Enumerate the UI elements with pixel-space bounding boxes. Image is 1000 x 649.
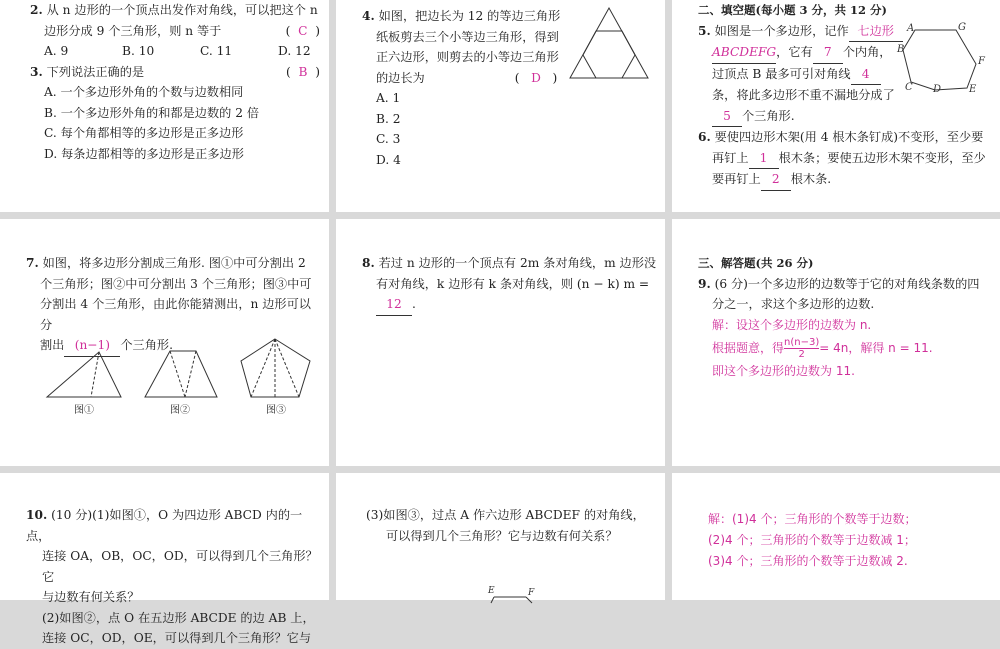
answer-line: (2)4 个；三角形的个数等于边数减 1； [708,533,916,547]
vertex-label: F [528,588,535,598]
vertex-label: B [897,44,905,55]
vertex-label: G [958,22,966,33]
caption-fig3: 图③ [266,405,286,416]
heptagon-figure [897,18,992,98]
card-q5-q6 [672,0,1000,212]
answer-line: 解：(1)4 个；三角形的个数等于边数； [708,512,917,526]
q4-number: 4. [362,9,375,23]
q5-text: 个内角， [842,45,892,59]
q4-answer-paren: ( D ) [514,70,558,85]
q10-line: 连接 OA，OB，OC，OD，可以得到几个三角形？它 [42,549,318,584]
vertex-label: A [907,23,915,34]
q10-part3-line: (3)如图③，过点 A 作六边形 ABCDEF 的对角线， [366,508,645,522]
card-q8: 8. 若过 n 边形的一个顶点有 2m 条对角线，m 边形没 有对角线，k 边形有 k 条对角线，则 (n − k) m = 12 . [336,219,665,466]
q2-options [30,41,320,62]
card-q4 [336,0,665,212]
card-q9 [672,219,1000,466]
q5-answer-diagonals: 4 [851,64,881,86]
q6-number: 6. [698,130,711,144]
option: A. 1 [376,91,401,105]
q2-answer-paren: ( C ) [285,23,320,38]
q5-text: ，它有 [776,45,813,59]
option: D. 12 [278,44,311,58]
q2-line1: 从 n 边形的一个顶点出发作对角线，可以把这个 n [46,3,318,17]
q9-solution-2: 根据题意，得 [712,341,785,355]
section-title: 二、填空题(每小题 3 分，共 12 分) [698,3,887,17]
q9-solution-2b: = 4n，解得 n = 11. [819,341,933,355]
q10-line: (2)如图②，点 O 在五边形 ABCDE 的边 AB 上， [42,610,315,625]
option: B. 2 [376,111,401,126]
caption-fig2: 图② [170,405,190,416]
q3-option-c: C. 每个角都相等的多边形是正多边形 [44,126,244,140]
q10-line: (10 分)(1)如图①，O 为四边形 ABCD 内的一点， [26,508,303,543]
vertex-label: E [969,84,977,95]
vertex-label: C [905,82,913,93]
option: D. 4 [376,152,401,167]
q9-solution-3: 即这个多边形的边数为 11. [712,364,855,378]
q3-option-b: B. 一个多边形外角的和都是边数的 2 倍 [44,105,260,120]
option: A. 9 [44,44,69,58]
q5-answer-triangles: 5 [712,106,742,128]
q10-number: 10. [26,508,48,522]
option: C. 11 [200,44,233,58]
vertex-label: F [978,56,985,67]
caption-fig1: 图① [74,405,94,416]
section-title: 三、解答题(共 26 分) [698,256,814,270]
q4-line: 如图，把边长为 12 的等边三角形 [378,9,561,23]
q3-option-d: D. 每条边都相等的多边形是正多边形 [44,146,244,161]
q7-line: 分割出 4 个三角形，由此你能猜测出，n 边形可以分 [40,297,311,332]
q8-line: 有对角线，k 边形有 k 条对角线，则 (n − k) m = [376,276,650,291]
q10-part3-line: 可以得到几个三角形？它与边数有何关系？ [386,528,618,543]
q5-text: 条，将此多边形不重不漏地分成了 [712,88,895,102]
q10-line: 连接 OC，OD，OE，可以得到几个三角形？它与 [42,631,312,645]
q6-text: 根木条. [790,172,832,186]
q4-line: 正六边形，则剪去的小等边三角形 [376,50,559,64]
option: B. 10 [122,44,155,58]
q5-number: 5. [698,23,711,38]
q3-line1: 下列说法正确的是 [46,64,145,79]
q10-line: 与边数有何关系？ [42,590,140,604]
fraction-denominator: 2 [798,349,805,360]
q7-answer: (n−1) [64,335,120,357]
q7-line: 如图，将多边形分割成三角形. 图①中可分割出 2 [42,256,306,270]
answer-line: (3)4 个；三角形的个数等于边数减 2. [708,554,908,568]
hexagon-figure-partial [486,583,546,603]
card-q2-q3 [0,0,329,212]
q6-answer-2: 2 [761,169,791,191]
q4-answer: D [531,70,541,85]
card-q10-part3 [336,473,665,600]
q3-number: 3. [30,64,43,79]
q8-answer: 12 [376,294,412,316]
card-q10-answer [672,473,1000,600]
q6-answer-1: 1 [749,148,779,170]
q6-text: 再钉上 [712,150,749,165]
q8-number: 8. [362,256,375,270]
q3-answer: B [298,64,308,79]
fraction-numerator: n(n−3) [784,337,820,348]
q9-line: 分之一，求这个多边形的边数. [712,297,875,311]
q2-line2: 边形分成 9 个三角形，则 n 等于 [44,23,222,38]
q5-text: 个三角形. [742,108,795,123]
vertex-label: E [488,586,495,596]
q4-line: 的边长为 [376,70,425,85]
q9-solution-1: 解：设这个多边形的边数为 n. [712,317,872,332]
q9-line: (6 分)一个多边形的边数等于它的对角线条数的四 [714,276,980,291]
q5-answer-angles: 7 [813,42,843,64]
q8-line: 若过 n 边形的一个顶点有 2m 条对角线，m 边形没 [378,256,657,270]
q6-text: 要使四边形木架(用 4 根木条钉成)不变形，至少要 [714,130,984,144]
q5-text: 过顶点 B 最多可引对角线 [712,66,851,81]
q7-line: 个三角形；图②中可分割出 3 个三角形；图③中可 [40,276,312,291]
figure-2 [143,349,223,399]
q7-number: 7. [26,256,39,270]
figure-3 [239,337,319,397]
vertex-label: D [933,84,942,95]
q4-line: 纸板剪去三个小等边三角形，得到 [376,29,559,44]
q5-answer-label: ABCDEFG [712,42,776,64]
q6-text: 要再钉上 [712,172,761,186]
option: C. 3 [376,132,401,146]
q2-number: 2. [30,3,43,17]
q3-option-a: A. 一个多边形外角的个数与边数相同 [44,85,244,99]
q2-answer: C [298,23,308,38]
figure-1 [45,349,125,399]
card-q10 [0,473,329,645]
q6-text: 根木条；要使五边形木架不变形，至少 [778,150,986,165]
q7-line: 割出 [40,338,65,352]
q3-answer-paren: ( B ) [286,64,320,79]
triangle-figure [564,4,654,84]
q9-number: 9. [698,276,711,291]
q7-line: 个三角形. [120,338,173,352]
q5-answer-name: 七边形 [849,21,903,43]
card-q7 [0,219,329,466]
q5-text: 如图是一个多边形，记作 [714,23,849,38]
